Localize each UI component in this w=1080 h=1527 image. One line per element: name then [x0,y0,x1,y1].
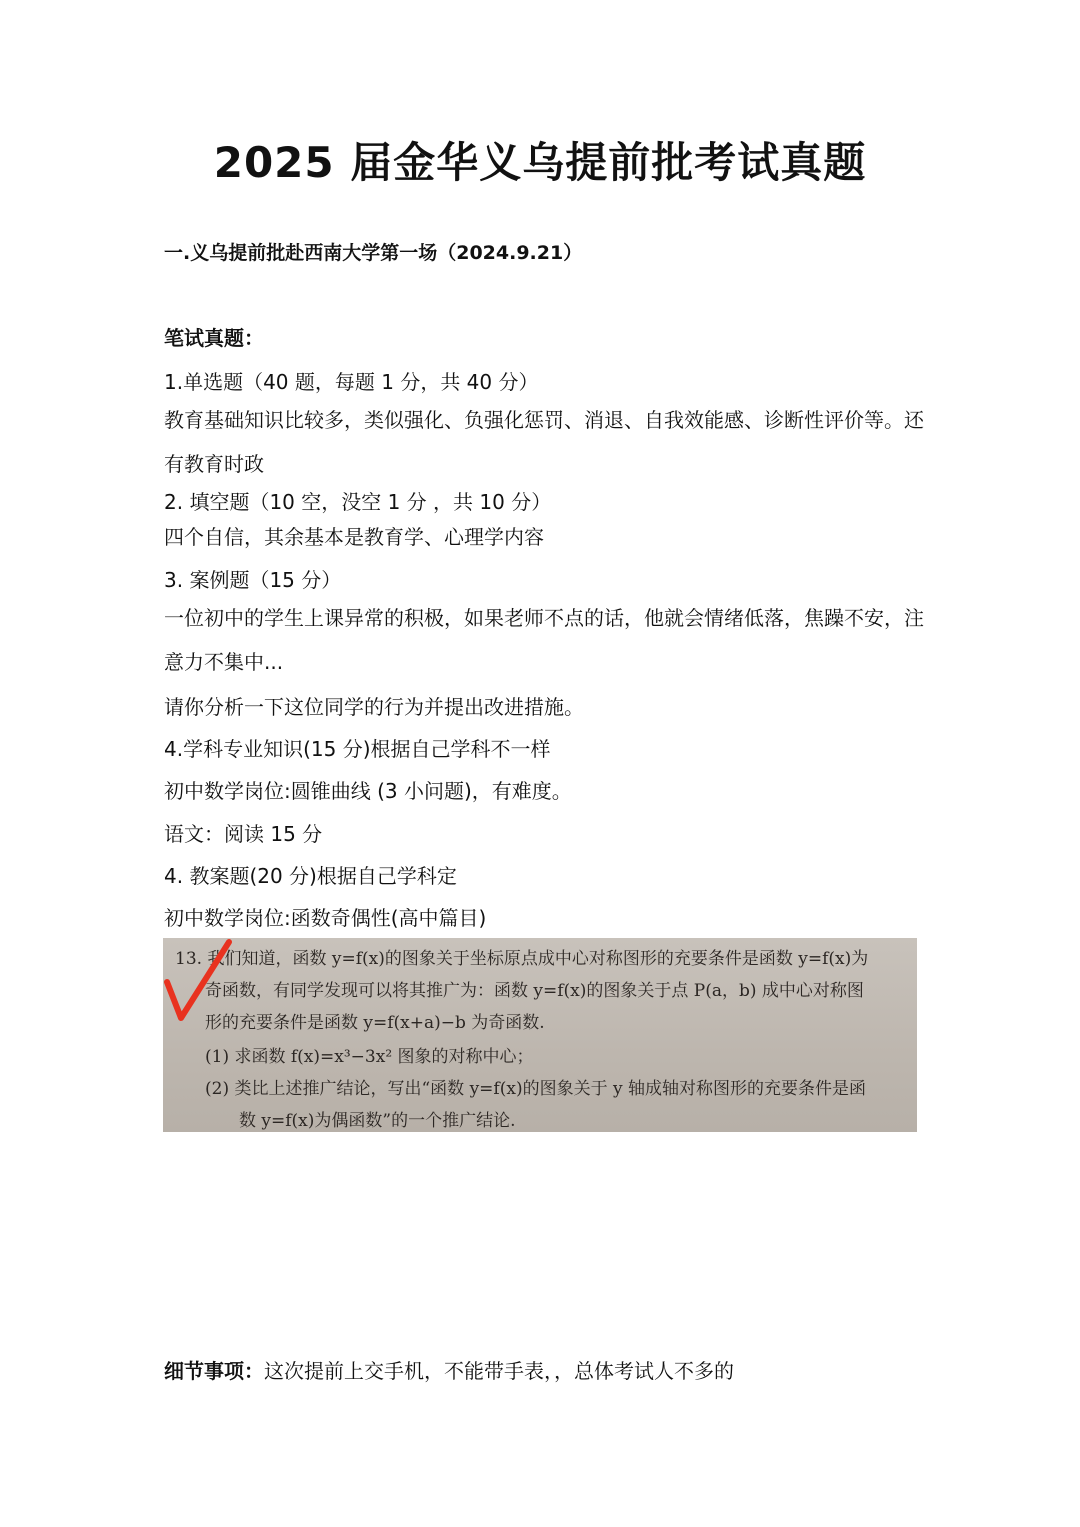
q3-body: 一位初中的学生上课异常的积极，如果老师不点的话，他就会情绪低落，焦躁不安，注意力不集中... [164,606,924,674]
photo-line: 形的充要条件是函数 y=f(x+a)−b 为奇函数. [205,1013,545,1033]
q4-math: 初中数学岗位:圆锥曲线 (3 小问题)，有难度。 [164,779,572,803]
q5-math: 初中数学岗位:函数奇偶性(高中篇目) [164,906,487,930]
page-title: 2025 届金华义乌提前批考试真题 [213,138,867,187]
q1-title: 1.单选题（40 题，每题 1 分，共 40 分） [164,370,539,394]
written-exam-heading: 笔试真题： [164,326,264,350]
notes-text: 这次提前上交手机，不能带手表，，总体考试人不多的 [264,1359,734,1383]
q5-title: 4. 教案题(20 分)根据自己学科定 [164,864,457,888]
exam-question-photo [163,938,917,1132]
q4-title: 4.学科专业知识(15 分)根据自己学科不一样 [164,737,551,761]
q2-body: 四个自信，其余基本是教育学、心理学内容 [164,525,544,549]
photo-line: 13. 我们知道，函数 y=f(x)的图象关于坐标原点成中心对称图形的充要条件是函数 y=f(x)为 [175,949,869,969]
q2-title: 2. 填空题（10 空，没空 1 分 ，共 10 分） [164,490,552,514]
q4-chinese: 语文：阅读 15 分 [164,822,323,846]
red-checkmark-icon [163,938,243,1038]
photo-line: 奇函数，有同学发现可以将其推广为：函数 y=f(x)的图象关于点 P(a，b) 成中心对称图 [205,981,864,1001]
q3-title: 3. 案例题（15 分） [164,568,342,592]
photo-line: 数 y=f(x)为偶函数”的一个推广结论. [239,1111,516,1131]
q1-body: 教育基础知识比较多，类似强化、负强化惩罚、消退、自我效能感、诊断性评价等。还有教育时政 [164,408,924,476]
notes [164,1355,734,1384]
q3-ask: 请你分析一下这位同学的行为并提出改进措施。 [164,695,584,719]
photo-line: (1) 求函数 f(x)=x³−3x² 图象的对称中心； [205,1047,534,1067]
section-heading: 一.义乌提前批赴西南大学第一场（2024.9.21） [164,242,583,264]
notes-label: 细节事项： [164,1359,264,1383]
photo-line: (2) 类比上述推广结论，写出“函数 y=f(x)的图象关于 y 轴成轴对称图形的充要条件是函 [205,1079,866,1099]
